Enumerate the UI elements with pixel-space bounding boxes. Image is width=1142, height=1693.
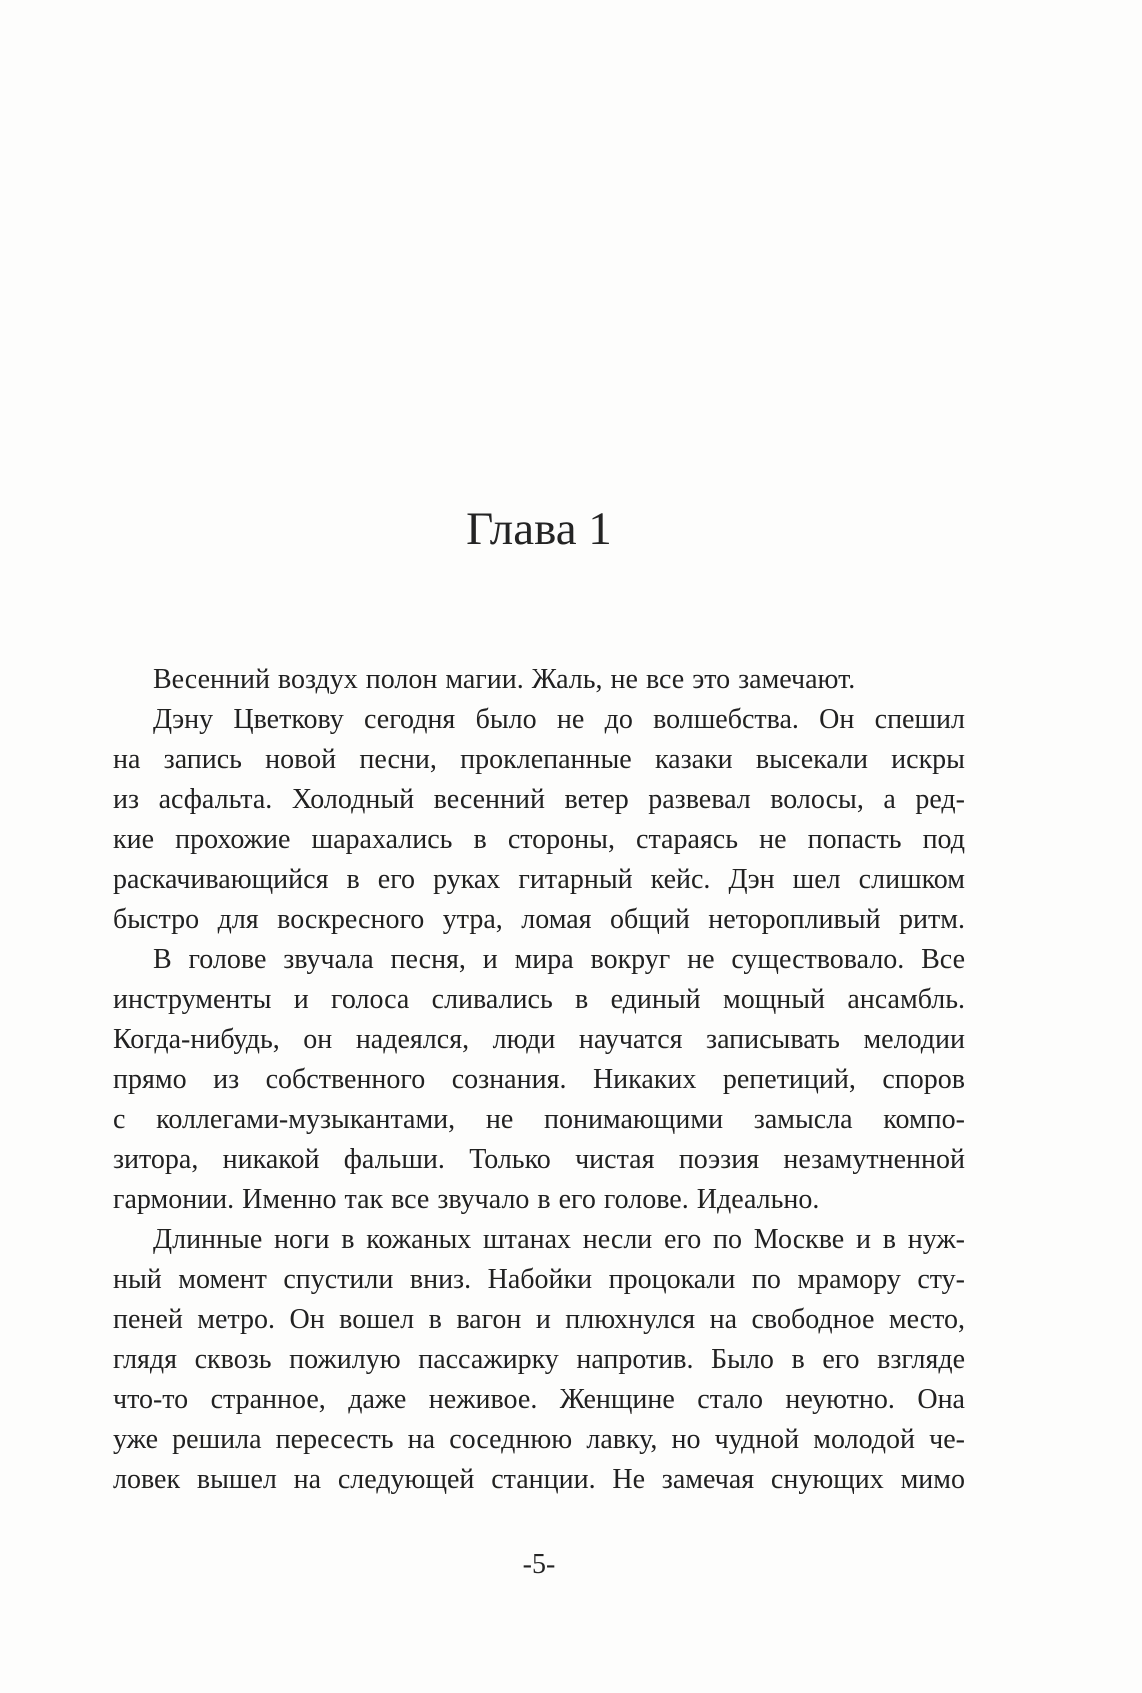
text-line: на запись новой песни, проклепанные казаки высекали искры: [113, 744, 965, 775]
text-line: с коллегами-музыкантами, не понимающими замысла компо-: [113, 1104, 965, 1135]
text-line: Весенний воздух полон магии. Жаль, не все это замечают.: [153, 664, 856, 695]
text-line: пеней метро. Он вошел в вагон и плюхнулся на свободное место,: [113, 1304, 965, 1335]
text-line: В голове звучала песня, и мира вокруг не существовало. Все: [153, 944, 965, 975]
page-number: -5-: [522, 1549, 556, 1580]
text-line: ловек вышел на следующей станции. Не замечая снующих мимо: [113, 1464, 965, 1495]
text-line: что-то странное, даже неживое. Женщине стало неуютно. Она: [113, 1384, 965, 1415]
text-line: кие прохожие шарахались в стороны, стараясь не попасть под: [113, 824, 965, 855]
chapter-heading: Глава 1: [466, 503, 612, 555]
text-line: быстро для воскресного утра, ломая общий неторопливый ритм.: [113, 904, 965, 935]
text-line: зитора, никакой фальши. Только чистая поэзия незамутненной: [113, 1144, 965, 1175]
text-line: гармонии. Именно так все звучало в его голове. Идеально.: [113, 1184, 820, 1215]
text-line: уже решила пересесть на соседнюю лавку, но чудной молодой че-: [113, 1424, 965, 1455]
text-line: раскачивающийся в его руках гитарный кейс. Дэн шел слишком: [113, 864, 965, 895]
text-line: из асфальта. Холодный весенний ветер развевал волосы, а ред-: [113, 784, 965, 815]
text-line: инструменты и голоса сливались в единый мощный ансамбль.: [113, 984, 965, 1015]
text-line: Дэну Цветкову сегодня было не до волшебства. Он спешил: [153, 704, 965, 735]
text-line: Длинные ноги в кожаных штанах несли его по Москве и в нуж-: [153, 1224, 965, 1255]
text-line: ный момент спустили вниз. Набойки процокали по мрамору сту-: [113, 1264, 965, 1295]
text-line: Когда-нибудь, он надеялся, люди научатся записывать мелодии: [113, 1024, 965, 1055]
text-line: прямо из собственного сознания. Никаких репетиций, споров: [113, 1064, 965, 1095]
text-line: глядя сквозь пожилую пассажирку напротив. Было в его взгляде: [113, 1344, 965, 1375]
body-text: [113, 660, 965, 1500]
